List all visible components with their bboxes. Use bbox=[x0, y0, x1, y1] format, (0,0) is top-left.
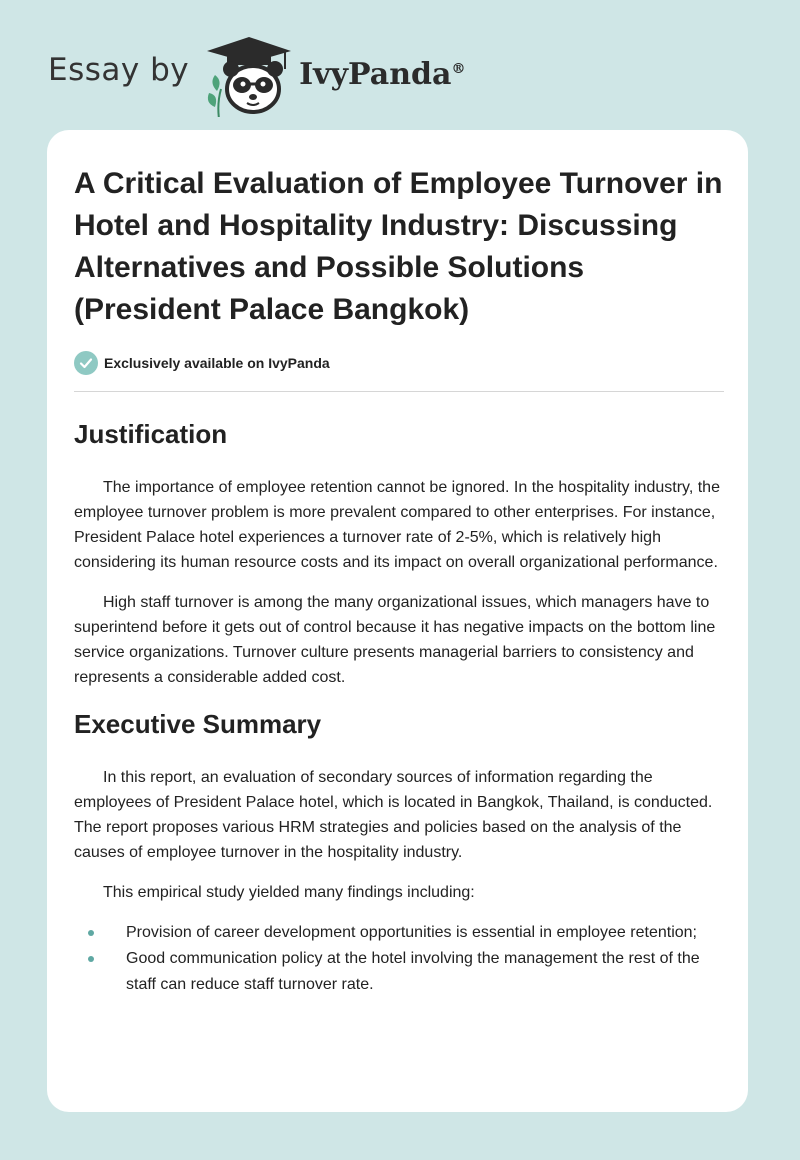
section-heading-executive-summary: Executive Summary bbox=[74, 709, 322, 739]
paragraph: This empirical study yielded many findings including: bbox=[103, 884, 475, 901]
exclusive-label: Exclusively available on IvyPanda bbox=[104, 355, 330, 371]
essay-card bbox=[47, 130, 748, 1112]
check-circle-icon bbox=[74, 351, 98, 375]
exclusive-badge bbox=[74, 351, 724, 375]
essay-by-label: Essay by bbox=[48, 52, 190, 88]
paragraph: The importance of employee retention cannot be ignored. In the hospitality industry, the employee turnover problem is more prevalent compared to other enterprises. For instance, President Palace hotel experiences a turnover rate of 2-5%, which is relatively high considering its human resource costs and its impact on overall organizational performance. bbox=[74, 479, 720, 571]
bullet-icon bbox=[88, 930, 94, 936]
list-item: Provision of career development opportunities is essential in employee retention; bbox=[74, 920, 724, 946]
bullet-icon bbox=[88, 956, 94, 962]
registered-mark: ® bbox=[451, 60, 466, 77]
page-title: A Critical Evaluation of Employee Turnover in Hotel and Hospitality Industry: Discussing Alternatives and Possible Solutions (President Palace Bangkok) bbox=[74, 167, 723, 326]
findings-list bbox=[74, 920, 724, 998]
paragraph: In this report, an evaluation of secondary sources of information regarding the employees of President Palace hotel, which is located in Bangkok, Thailand, is conducted. The report proposes various HRM strategies and policies based on the analysis of the causes of employee turnover in the hospitality industry. bbox=[74, 769, 713, 861]
panda-graduate-icon[interactable] bbox=[203, 33, 295, 117]
site-header bbox=[48, 30, 465, 120]
essay-content bbox=[74, 163, 724, 998]
title-divider bbox=[74, 391, 724, 392]
paragraph: High staff turnover is among the many organizational issues, which managers have to superintend before it gets out of control because it has negative impacts on the bottom line service organizations. Turnover culture presents managerial barriers to consistency and represents a considerable added cost. bbox=[74, 594, 716, 686]
section-heading-justification: Justification bbox=[74, 419, 228, 449]
brand-name[interactable]: IvyPanda® bbox=[299, 56, 466, 92]
list-item: Good communication policy at the hotel involving the management the rest of the staff can reduce staff turnover rate. bbox=[74, 946, 724, 998]
